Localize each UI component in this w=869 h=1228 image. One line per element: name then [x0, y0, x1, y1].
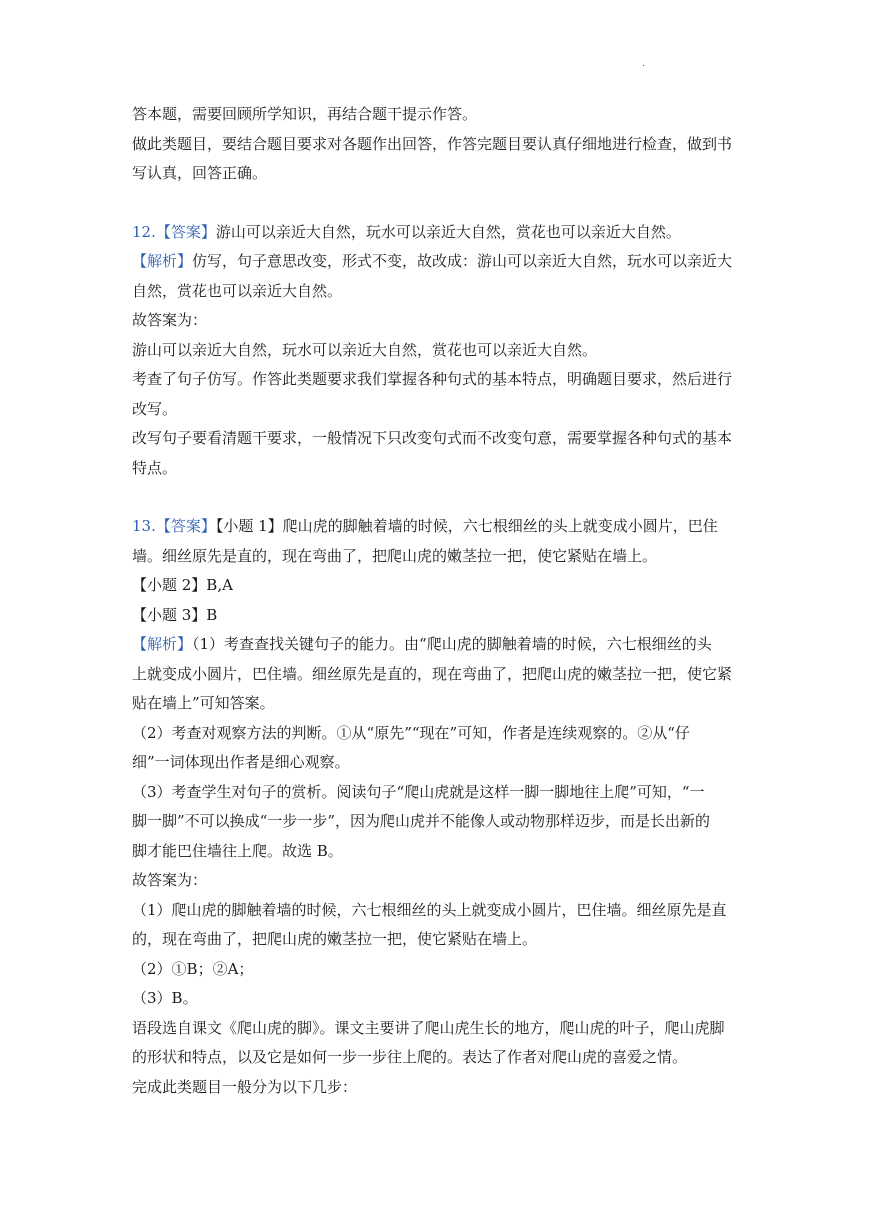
- paragraph-line: 答本题，需要回顾所学知识，再结合题干提示作答。: [132, 105, 478, 123]
- paragraph-line: 特点。: [132, 458, 178, 477]
- paragraph-line: 脚才能巴住墙往上爬。故选 B。: [132, 841, 343, 860]
- q12-answer-line: [132, 218, 742, 248]
- paragraph-line: （2）考查对观察方法的判断。①从“原先”“现在”可知，作者是连续观察的。②从“仔: [132, 723, 690, 742]
- paragraph-line: 完成此类题目一般分为以下几步：: [132, 1077, 358, 1096]
- paragraph-line: 语段选自课文《爬山虎的脚》。课文主要讲了爬山虎生长的地方，爬山虎的叶子，爬山虎脚: [132, 1018, 725, 1037]
- paragraph-line: 故答案为：: [132, 311, 208, 329]
- paragraph-line: 上就变成小圆片，巴住墙。细丝原先是直的，现在弯曲了，把爬山虎的嫩茎拉一把，使它紧: [132, 664, 733, 683]
- q13-answer-text: 【小题 1】爬山虎的脚触着墙的时候，六七根细丝的头上就变成小圆片，巴住: [215, 517, 718, 535]
- paragraph-line: 自然，赏花也可以亲近大自然。: [132, 281, 343, 300]
- q13-analysis-tag: 【解析】: [132, 635, 193, 653]
- paragraph-line: （2）①B；②A；: [132, 959, 254, 978]
- paragraph-line: 脚一脚”不可以换成“一步一步”，因为爬山虎并不能像人或动物那样迈步，而是长出新的: [132, 812, 711, 830]
- paragraph-line: 【小题 2】B,A: [132, 576, 233, 594]
- paragraph-line: 改写。: [132, 399, 178, 418]
- paragraph-line: （3）B。: [132, 989, 198, 1007]
- paragraph-line: 细”一词体现出作者是细心观察。: [132, 753, 350, 771]
- paragraph-line: （3）考查学生对句子的赏析。阅读句子“爬山虎就是这样一脚一脚地往上爬”可知，“一: [132, 782, 705, 801]
- paragraph-line: 改写句子要看清题干要求，一般情况下只改变句式而不改变句意，需要掌握各种句式的基本: [132, 429, 733, 447]
- paragraph-line: 考查了句子仿写。作答此类题要求我们掌握各种句式的基本特点，明确题目要求，然后进行: [132, 370, 733, 388]
- paragraph-line: 的形状和特点，以及它是如何一步一步往上爬的。表达了作者对爬山虎的喜爱之情。: [132, 1048, 688, 1066]
- paragraph-line: 【小题 3】B: [132, 605, 218, 624]
- paragraph-line: 贴在墙上”可知答案。: [132, 694, 275, 712]
- paragraph-line: 游山可以亲近大自然，玩水可以亲近大自然，赏花也可以亲近大自然。: [132, 340, 598, 359]
- q13-answer-tag: 【答案】: [155, 517, 216, 535]
- q13-analysis-text: （1）考查查找关键句子的能力。由“爬山虎的脚触着墙的时候，六七根细丝的头: [192, 635, 712, 653]
- q12-answer-text: 游山可以亲近大自然，玩水可以亲近大自然，赏花也可以亲近大自然。: [215, 222, 681, 241]
- q12-number: 12.: [132, 222, 156, 241]
- paragraph-line: 墙。细丝原先是直的，现在弯曲了，把爬山虎的嫩茎拉一把，使它紧贴在墙上。: [132, 546, 658, 565]
- paragraph-line: 写认真，回答正确。: [132, 164, 268, 182]
- header-mark: .: [642, 58, 646, 69]
- paragraph-line: 做此类题目，要结合题目要求对各题作出回答，作答完题目要认真仔细地进行检查，做到书: [132, 134, 733, 153]
- q12-answer-tag: 【答案】: [155, 222, 216, 241]
- q13-answer-line: [132, 512, 742, 542]
- q12-analysis-text: 仿写，句子意思改变，形式不变，故改成：游山可以亲近大自然，玩水可以亲近大: [192, 252, 733, 270]
- paragraph-line: （1）爬山虎的脚触着墙的时候，六七根细丝的头上就变成小圆片，巴住墙。细丝原先是直: [132, 900, 727, 919]
- document-body: [132, 100, 742, 1102]
- q13-number: 13.: [132, 517, 156, 535]
- q12-analysis-line: [132, 247, 742, 277]
- q12-analysis-tag: 【解析】: [132, 252, 193, 270]
- q13-analysis-line: [132, 630, 742, 660]
- paragraph-line: 的，现在弯曲了，把爬山虎的嫩茎拉一把，使它紧贴在墙上。: [132, 930, 538, 948]
- paragraph-line: 故答案为：: [132, 871, 208, 889]
